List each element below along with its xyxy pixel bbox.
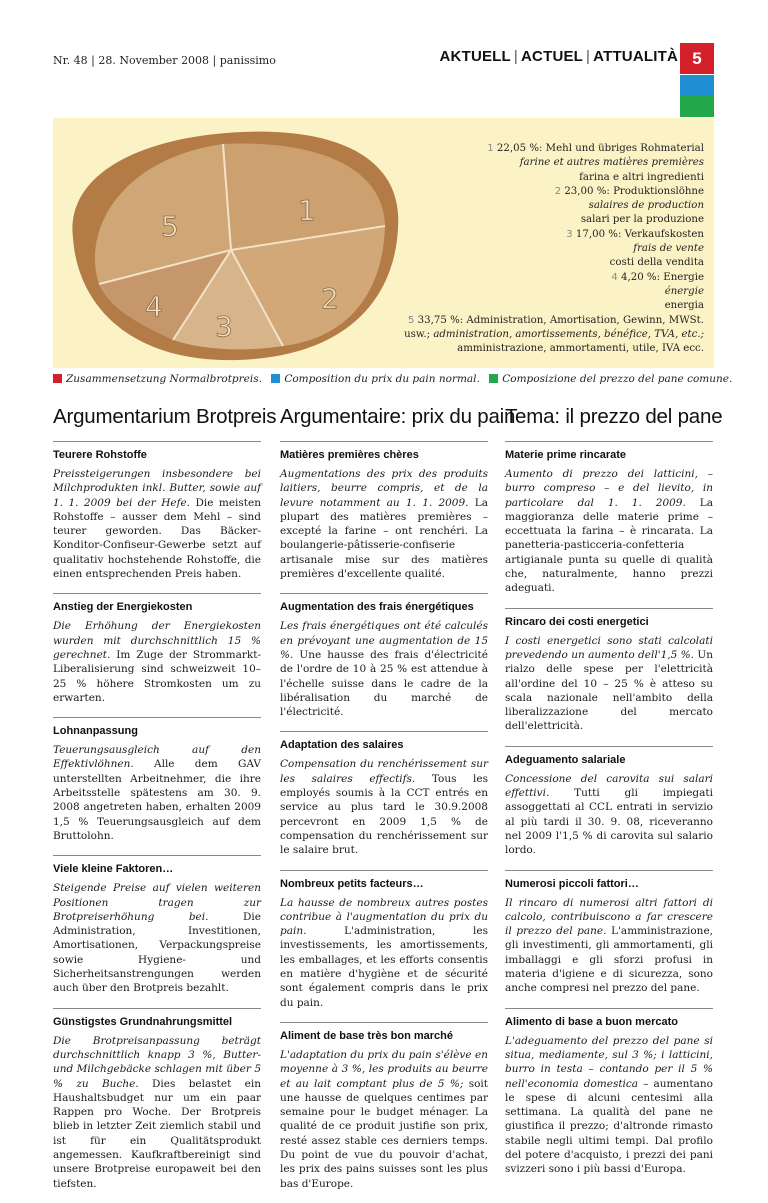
section-text: Aumento di prezzo dei latticini, – burro compreso – e del lievito, in particolare dal 1. 1. 2009. La maggioranza delle materie prime – eccettuata la farina – è rincarata. La panetteria-pasticceria-confetteria artigianale punta su quelle di qualità che, naturalmente, hanno prezzi adeguati. (505, 468, 713, 595)
issue-line: Nr. 48 | 28. November 2008 | panissimo (53, 54, 276, 67)
section-text: Compensation du renchérissement sur les salaires effectifs. Tous les employés soumis à la CCT entrés en service au plus tard le 30.9.2008 percevront en 2009 1,5 % de compensation du renchérissement sur le salaire brut. (280, 758, 488, 857)
section-text: Concessione del carovita sui salari effettivi. Tutti gli impiegati assoggettati al CCL entrati in servizio al più tardi il 30. 9. 08, riceveranno nel 2009 l'1,5 % di carovita sul salario lordo. (505, 772, 713, 857)
section-heading: Aliment de base très bon marché (280, 1029, 453, 1042)
section-text: Die Erhöhung der Energiekosten wurden mit durchschnittlich 15 % gerechnet. Im Zuge der Strommarkt-Liberalisierung sind schweizweit 10–25 % höhere Stromkosten um zu erwarten. (53, 620, 261, 704)
green-square-icon (489, 374, 498, 383)
section-text: La hausse de nombreux autres postes contribue à l'augmentation du prix du pain. L'administration, les investissements, les amortissements, les emballages, et les efforts consentis en matière d'hygiène et de sécurité sont également compris dans le prix du pain. (280, 896, 488, 1009)
article-section (53, 593, 261, 705)
section-text: Teuerungsausgleich auf den Effektivlöhnen. Alle dem GAV unterstellten Arbeitnehmer, die ihre Arbeitsstelle spätestens am 30. 9. 2008 angetreten haben, erhalten 2009 1,5 % Teuerungsausgleich auf dem Bruttolohn. (53, 744, 261, 842)
column-title-de: Argumentarium Brotpreis (53, 405, 277, 428)
column-title-it: Tema: il prezzo del pane (505, 405, 723, 428)
section-text: I costi energetici sono stati calcolati prevedendo un aumento dell'1,5 %. Un rialzo delle spese per l'elettricità all'ordine del 10 – 25 % è atteso su scala nazionale nell'ambito della liberalizzazione del mercato dell'elettricità. (505, 634, 714, 733)
bread-price-infographic (53, 118, 714, 368)
section-it: ATTUALITÀ (593, 48, 678, 65)
article-section (280, 1022, 488, 1191)
section-fr: ACTUEL (521, 48, 584, 65)
column-german (53, 396, 277, 1203)
column-title-fr: Argumentaire: prix du pain (280, 405, 516, 428)
slice-label-3: 3 (215, 310, 233, 343)
section-heading: Lohnanpassung (53, 725, 138, 738)
section-heading: Günstigstes Grundnahrungsmittel (53, 1015, 233, 1028)
article-section (280, 870, 488, 1010)
article-section (505, 608, 713, 734)
slice-label-5: 5 (161, 210, 179, 243)
article-section (280, 731, 488, 857)
article-section (53, 855, 261, 995)
section-heading: Teurere Rohstoffe (53, 449, 147, 461)
slice-label-2: 2 (321, 282, 339, 315)
legend-item-3: 3 17,00 %: Verkaufskosten frais de vente costi della vendita (566, 228, 704, 269)
section-de: AKTUELL (439, 48, 511, 65)
legend-item-2: 2 23,00 %: Produktionslöhne salaires de production salari per la produzione (554, 185, 704, 226)
article-section (53, 717, 261, 843)
slice-label-1: 1 (298, 194, 316, 227)
section-heading: Adaptation des salaires (280, 739, 404, 752)
legend-item-5: 5 33,75 %: Administration, Amortisation, Gewinn, MWSt. usw.; administration, amortissements, bénéfice, TVA, etc.; amministrazione, ammortamenti, utile, IVA ecc. (404, 314, 704, 355)
blue-square-icon (271, 374, 280, 383)
section-text: Steigende Preise auf vielen weiteren Positionen tragen zur Brotpreiserhöhung bei. Die Administration, Investitionen, Amortisationen, Verpackungspreise sowie Hygiene- und Sicherheitsanstrengungen werden auch über den Brotpreis bezahlt. (53, 882, 261, 995)
section-text: L'adaptation du prix du pain s'élève en moyenne à 3 %, les produits au beurre et au lait comptant plus de 5 %; soit une hausse de quelques centimes par semaine pour le budget ménager. La qualité de ce produit justifie son prix, resté assez stable ces derniers temps. Du point de vue du pouvoir d'achat, les prix des pains suisses sont les plus bas d'Europe. (280, 1048, 488, 1190)
section-heading: Alimento di base a buon mercato (505, 1015, 678, 1028)
section-heading: Viele kleine Faktoren… (53, 863, 174, 876)
slice-label-4: 4 (145, 290, 163, 323)
legend-list (404, 142, 704, 356)
section-text: Les frais énergétiques ont été calculés en prévoyant une augmentation de 15 %. Une hausse des frais d'électricité de l'ordre de 10 à 25 % est attendue à l'échelle suisse dans le cadre de la libéralisation du marché de l'électricité. (280, 620, 488, 719)
section-heading: Anstieg der Energiekosten (53, 601, 193, 614)
infographic-caption: Zusammensetzung Normalbrotpreis. Composition du prix du pain normal. Composizione del prezzo del pane comune. (53, 373, 714, 385)
legend-item-1: 1 22,05 %: Mehl und übriges Rohmaterial farine et autres matières premières farina e altri ingredienti (487, 143, 704, 183)
article-section (53, 441, 261, 581)
section-heading: Nombreux petits facteurs… (280, 877, 424, 890)
page-number: 5 (680, 43, 714, 74)
section-title: AKTUELL | ACTUEL | ATTUALITÀ (439, 48, 678, 65)
section-text: Die Brotpreisanpassung beträgt durchschnittlich knapp 3 %, Butter- und Milchgebäcke schlagen mit über 5 % zu Buche. Dies belastet ein Haushaltsbudget nur um ein paar Rappen pro Woche. Der Brotpreis blieb in letzter Zeit ziemlich stabil und ist für ein Qualitätsprodukt angemessen. Kaufkraftbereinigt sind unsere Brotpreise europaweit bei den tiefsten. (53, 1034, 261, 1190)
section-heading: Rincaro dei costi energetici (505, 615, 649, 628)
column-italian (505, 396, 723, 1189)
section-heading: Numerosi piccoli fattori… (505, 877, 639, 890)
red-square-icon (53, 374, 62, 383)
section-text: Augmentations des prix des produits laitiers, beurre compris, et de la levure notamment au 1. 1. 2009. La plupart des matières premières – excepté la farine – ont renchéri. La boulangerie-pâtisserie-confiserie artisanale mise sur des matières premières d'excellente qualité. (280, 468, 488, 581)
article-section (505, 1008, 713, 1177)
article-section (505, 441, 713, 596)
section-text: L'adeguamento del prezzo del pane si situa, mediamente, sul 3 %; i latticini, burro in testa – contando per il 5 % nell'economia domestica – aumentano le spese di alcuni centesimi alla settimana. La qualità del pane ne giustifica il prezzo; d'altronde rimasto stabile negli ultimi tempi. Dal profilo del potere d'acquisto, i prezzi dei pani svizzeri sono i più bassi d'Europa. (505, 1034, 713, 1176)
blue-color-block (680, 75, 714, 96)
article-section (505, 746, 713, 858)
section-text: Preissteigerungen insbesondere bei Milchprodukten inkl. Butter, sowie auf 1. 1. 2009 bei der Hefe. Die meisten Rohstoffe – ausser dem Mehl – sind teurer geworden. Das Bäcker-Konditor-Confiseur-Gewerbe setzt auf qualitativ hochstehende Rohstoffe, die einen entsprechenden Preis haben. (53, 468, 261, 581)
article-section (53, 1008, 261, 1191)
green-color-block (680, 96, 714, 117)
section-text: Il rincaro di numerosi altri fattori di calcolo, contribuiscono a far crescere il prezzo del pane. L'amministrazione, gli investimenti, gli ammortamenti, gli imballaggi e gli sforzi profusi in materia d'igiene e di sicurezza, sono anche compresi nel prezzo del pane. (505, 896, 713, 995)
section-heading: Adeguamento salariale (505, 753, 626, 766)
column-french (280, 396, 516, 1203)
article-section (280, 441, 488, 581)
legend-item-4: 4 4,20 %: Energie énergie energia (611, 271, 704, 312)
article-section (280, 593, 488, 719)
article-section (505, 870, 713, 996)
section-heading: Materie prime rincarate (505, 449, 627, 461)
section-heading: Augmentation des frais énergétiques (280, 601, 474, 614)
section-heading: Matières premières chères (280, 449, 419, 461)
